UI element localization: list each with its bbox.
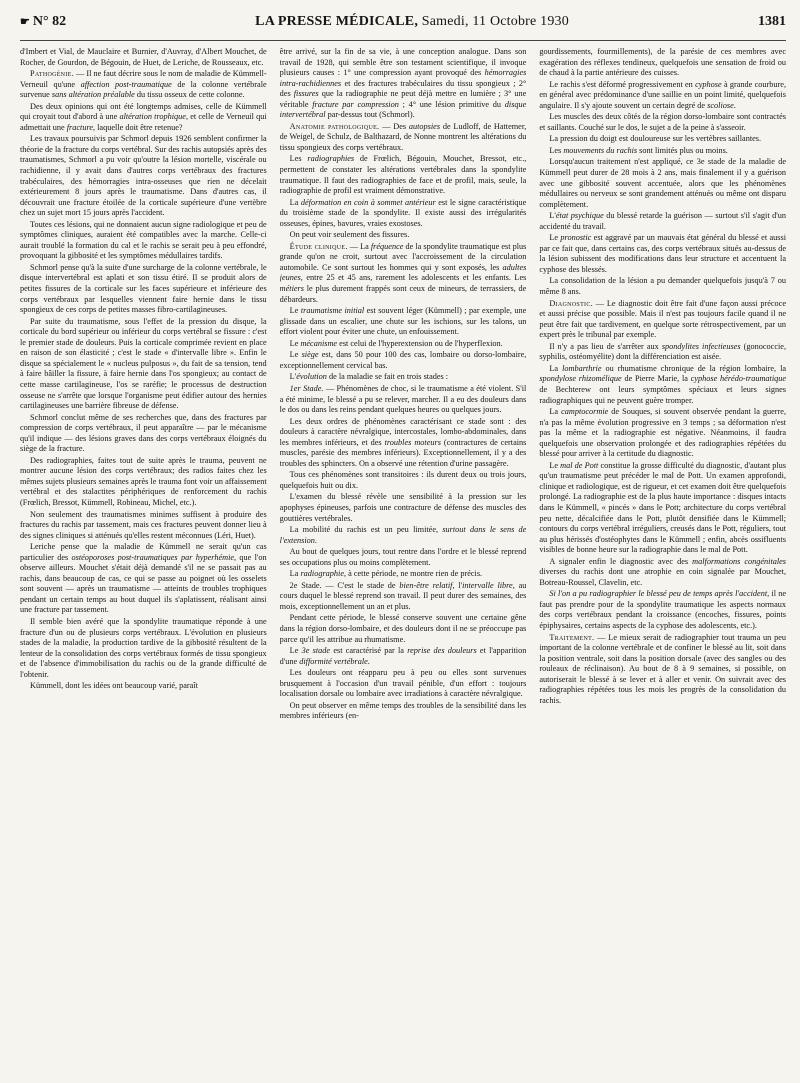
text: — Le mieux serait de radiographier tout trauma un peu important de la colonne vertébrale et de confiner le blessé au lit, soit dans la position ventrale, soit dans la position dorsale (avec des sangles ou des rouleaux de réclinaison). Au bout de 8 à 9 semaines, si possible, on autoriserait le blessé à se lever et à aller et venir. On suivrait avec des radiographies répétées tous les mois les progrès de la consolidation du rachis. — [539, 632, 786, 705]
paragraph — [539, 557, 786, 589]
emphasis: mal de Pott — [560, 460, 599, 470]
text: de Bechterew ont leurs symptômes spéciaux et leurs signes radiographiques qui ne peuvent guère tromper. — [539, 384, 786, 405]
journal-title — [255, 14, 569, 30]
text: de Pierre Marie, la — [621, 374, 691, 384]
text: de Ludloff, de Hattemer, de Weigel, de Schulz, de Balthazard, de Nonne montrent les altérations du tissu spongieux des corps vertébraux. — [279, 121, 527, 152]
section-diagnostic — [539, 299, 786, 341]
emphasis: intervalle libre — [462, 580, 513, 590]
article-columns — [20, 47, 786, 1083]
text: est souvent léger (Kümmell) ; par exemple, une glissade dans un escalier, une chute sur les ischions, sur les talons, un effort violent pour éviter une chute, un enfouissement. — [279, 306, 527, 337]
text: — Des — [379, 121, 409, 131]
text: Leriche pense que la maladie de Kümmell ne serait qu'un cas particulier des — [20, 542, 267, 562]
section-heading: Traitement. — [549, 632, 595, 642]
paragraph — [539, 233, 786, 275]
paragraph — [539, 407, 786, 460]
text: . — [733, 100, 736, 110]
text: (contractures de certains muscles, parésie des membres inférieurs). Exceptionnellement, il y a des troubles des sphincters. On a observé une rétention d'urine passagère. — [279, 437, 527, 468]
text: La — [549, 407, 562, 417]
paragraph: Toutes ces lésions, qui ne donnaient aucun signe radiologique et peu de symptômes cliniques, auraient été compatibles avec la marche. Celle-ci aurait troublé la formation du cal et le rachis se serait peu à peu effondré, provoquant la gibbosité et les symptômes médullaires tardifs. — [20, 219, 267, 261]
paragraph: gourdissements, fourmillements), de la parésie de ces membres avec exagération des réflexes tendineux, quelquefois une sensation de froid ou de chaud à la partie antérieure des cuisses. — [539, 47, 786, 78]
paragraph: Par suite du traumatisme, sous l'effet de la pression du disque, la corticale du bord supérieur ou inférieur du corps vertébral se fissure : c'est le premier stade de douleurs. Puis la corticale comprimée revient en place en raison de son élasticité ; c'est le stade « d'intervalle libre ». Enfin le disque sa spécialement le « nucleus pulposus », du fait de sa tension, tend à faire bâiller la fissure, à faire hernie dans l'os spongieux; au contact de cette masse cartilagineuse, l'os se raréfie; le processus de destruction osseuse ne s'arrête que lorsque l'organisme peut édifier autour des hernies cartilagineuses une barrière fibreuse de défense. — [20, 316, 267, 411]
paragraph — [539, 211, 786, 232]
paragraph — [280, 339, 527, 350]
text: , il ne faut pas prendre pour de la spondylite traumatique les aspects normaux des corps vertébraux pendant la croissance (encoches, fissures, points épiphysaires, certains aspects de la cyphose des adolescents, etc.). — [539, 589, 786, 630]
emphasis: altération trophique — [119, 112, 186, 122]
text: par-dessus tout (Schmorl). — [325, 110, 415, 120]
emphasis: pronostic — [560, 233, 592, 243]
emphasis: autopsies — [408, 121, 441, 131]
emphasis: fréquence — [370, 241, 404, 251]
section-etude-clinique — [280, 242, 527, 305]
emphasis: affection post-traumatique — [80, 79, 172, 89]
text: Le — [289, 338, 301, 348]
paragraph — [539, 342, 786, 363]
text: être arrivé, sur la fin de sa vie, à une conception analogue. Dans son travail de 1928, qui semble être son testament scientifique, il invoque plusieurs causes : 1° une compression ayant provoqué des — [279, 47, 527, 78]
paragraph: Non seulement des traumatismes minimes suffisent à produire des fractures du rachis par tassement, mais ces fractures peuvent donner lieu à des signes cliniques si atténués qu'elles restent méconnues (Léri, Huet). — [20, 509, 267, 540]
text: , à cette période, ne montre rien de précis. — [343, 569, 483, 579]
text: A signaler enfin le diagnostic avec des — [549, 556, 693, 566]
text: , l' — [452, 580, 463, 590]
paragraph — [280, 525, 527, 546]
text: à grande courbure, en général avec prédominance d'une saillie en un point limité, quelquefois angulaire. Il s'y ajoute souvent un certain degré de — [539, 79, 786, 110]
paragraph — [539, 461, 786, 556]
text: est aggravé par un mauvais état général du blessé et aussi par ce fait que, dans certains cas, des corps vertébraux situés au-dessus de la lésion subissent des modifications dans leur structure et accentuent la cyphose des blessés. — [539, 233, 786, 274]
paragraph: La pression du doigt est douloureuse sur les vertèbres saillantes. — [549, 134, 762, 144]
text: Le — [549, 460, 561, 470]
page-number: 1381 — [758, 14, 786, 29]
issue-number — [20, 14, 66, 30]
emphasis: déformation en coin à sommet antérieur — [300, 197, 436, 207]
text: Des deux opinions qui ont été longtemps admises, celle de Kümmell qui croyait tout d'abord à une — [20, 101, 267, 122]
text: . — [314, 535, 317, 545]
text: est, dans 50 pour 100 des cas, lombaire ou dorso-lombaire, exceptionnellement cervical bas. — [279, 350, 527, 370]
emphasis: camptocormie — [561, 407, 609, 417]
emphasis: adultes jeunes — [279, 262, 527, 283]
paragraph — [280, 198, 527, 230]
emphasis: radiographies — [307, 154, 355, 164]
text: Les deux ordres de phénomènes caractérisant ce stade sont : des douleurs à caractère névralgique, intercostales, lombo-abdominales, dans les membres inférieurs, et des — [279, 416, 527, 447]
emphasis: spondylose rhizomélique — [539, 374, 622, 384]
paragraph: Au bout de quelques jours, tout rentre dans l'ordre et le blessé reprend ses occupations plus ou moins complètement. — [279, 547, 527, 567]
text: ou rhumatisme chronique de la région lombaire, la — [601, 363, 786, 373]
text: Le — [289, 306, 301, 316]
emphasis: métiers — [279, 284, 304, 294]
text: ; 4° une lésion primitive du — [398, 99, 505, 109]
text: — Le diagnostic doit être fait d'une façon aussi précoce et aussi précise que possible. Mais il n'est pas toujours facile quand il ne peut être fait que tardivement, en quelque sorte rétrospectivement, par un expert près le tribunal par exemple. — [539, 298, 786, 340]
paragraph: Il semble bien avéré que la spondylite traumatique réponde à une fracture d'un ou de plusieurs corps vertébraux. L'évolution en plusieurs stades de la maladie, la production tardive de la gibbosité résultent de la lenteur de la consolidation des corps vertébraux formés de tissu spongieux et de l'absence d'immobilisation du rachis ou de la grande difficulté de l'obtenir. — [20, 616, 267, 679]
paragraph: La consolidation de la lésion a pu demander quelquefois jusqu'à 7 ou même 8 ans. — [539, 276, 786, 297]
paragraph — [280, 581, 527, 613]
column-1 — [20, 47, 267, 1083]
text: Le — [289, 646, 302, 656]
text: . — [367, 656, 370, 666]
emphasis: sans altération préalable — [51, 90, 135, 100]
paragraph — [280, 569, 527, 580]
text: La — [549, 363, 563, 373]
emphasis: ostéoporoses post-traumatiques par hyperhémie — [71, 552, 235, 562]
emphasis: difformité vertébrale — [299, 656, 368, 666]
emphasis: mécanisme — [300, 338, 338, 348]
text: de Souques, si souvent observée pendant la guerre, n'a pas la même évolution progressive en 3 temps ; sa déformation n'est pas la même et la radiographie est négative. Néanmoins, il faudra quelquefois une observation prolongée et des radiographies répétées du blessé pour arriver à la certitude du diagnostic. — [539, 407, 786, 459]
section-anatomie — [280, 122, 527, 154]
emphasis: cyphose hérédo-traumatique — [690, 374, 786, 384]
emphasis: malformations congénitales — [692, 556, 786, 566]
text: le plus durement frappés sont ceux de mineurs, de terrassiers, de débardeurs. — [279, 284, 527, 304]
text: de la colonne vertébrale survenue — [20, 79, 267, 100]
text: et des fractures trabéculaires du tissu spongieux ; 2° des — [279, 78, 527, 99]
emphasis: disque intervertébral — [279, 99, 527, 120]
text: (gonococcie, syphilis, ostéomyélite) dont la différenciation est aisée. — [539, 341, 786, 362]
text: La — [289, 197, 301, 207]
text: Il n'y a pas lieu de s'arrêter aux — [549, 341, 662, 351]
paragraph — [539, 589, 786, 631]
page-header — [20, 14, 786, 41]
text: , que l'on observe ailleurs. Mouchet s'était déjà demandé s'il ne se passait pas au rachis, dans beaucoup de cas, ce qui se passe au poignet où les osselets sont souvent — après un traumatisme — atteints de troubles trophiques pendant un certain temps au bout duquel ils s'aplatissent, réalisant ainsi une fracture par tassement. — [20, 552, 267, 615]
paragraph: L'examen du blessé révèle une sensibilité à la pression sur les apophyses épineuses, parfois une contracture de défense des muscles des gouttières vertébrales. — [279, 492, 527, 523]
issue-text: N° 82 — [32, 14, 67, 29]
emphasis: siège — [301, 350, 319, 360]
emphasis: 3e stade — [301, 646, 331, 656]
emphasis: fracture — [66, 122, 94, 132]
paragraph — [20, 542, 267, 616]
column-2 — [280, 47, 527, 1083]
text: La mobilité du rachis est un peu limitée, — [289, 525, 443, 535]
paragraph — [539, 146, 786, 157]
paragraph: On peut voir seulement des fissures. — [289, 230, 410, 240]
text: L' — [289, 372, 297, 382]
text: sont limités plus ou moins. — [637, 145, 728, 155]
emphasis: mouvements du rachis — [563, 145, 638, 155]
paragraph — [539, 80, 786, 112]
section-heading: Pathogénie. — [30, 69, 74, 79]
emphasis: lombarthrie — [562, 363, 602, 373]
paragraph: Kümmell, dont les idées ont beaucoup varié, paraît — [30, 681, 198, 691]
section-heading: Diagnostic. — [549, 298, 593, 308]
text: , entre 25 et 45 ans, rarement les adolescents et les enfants. Les — [300, 273, 527, 283]
paragraph — [280, 47, 527, 121]
paragraph: On peut observer en même temps des troubles de la sensibilité dans les membres inférieurs (en- — [279, 700, 527, 721]
text: de Frœlich, Bégouin, Mouchet, Bressot, etc., permettent de constater les altérations vertébrales dans la spondylite traumatique. Il faut des radiographies de face et de profil, mais, seule, la radiographie de profil est vraiment démonstrative. — [279, 154, 527, 196]
text: Les — [549, 145, 564, 155]
text: Le — [289, 350, 302, 360]
paragraph: Tous ces phénomènes sont transitoires : ils durent deux ou trois jours, quelquefois huit ou dix. — [279, 470, 527, 490]
paragraph: Schmorl conclut même de ses recherches que, dans des fractures par compression de corps vertébraux, il peut apparaître — par le mécanisme qu'il indique — des lésions graves dans des corps vertébraux éloignés du siège de la fracture. — [20, 412, 267, 454]
paragraph — [280, 646, 527, 667]
text: L' — [549, 211, 556, 221]
emphasis: état psychique — [555, 211, 604, 221]
text: est celui de l'hyperextension ou de l'hyperflexion. — [337, 338, 503, 348]
emphasis: hémorragies intra-rachidiennes — [279, 68, 527, 88]
section-heading: Étude clinique. — [289, 241, 348, 251]
paragraph: Les douleurs ont réapparu peu à peu ou elles sont survenues brusquement à l'occasion d'un travail pénible, d'un effort : toujours localisation dorsale ou lombaire avec irradiations à caractère névralgique. — [279, 668, 527, 699]
paragraph — [280, 372, 527, 383]
text: de la maladie se fait en trois stades : — [326, 372, 449, 382]
emphasis: cyphose — [695, 79, 722, 89]
emphasis: évolution — [296, 372, 327, 382]
paragraph — [280, 384, 527, 416]
journal-name: LA PRESSE MÉDICALE, — [255, 14, 419, 29]
text: — Il ne faut décrire sous le nom de maladie de Kümmell- Verneuil qu'une — [20, 69, 267, 89]
emphasis: bien-être relatif — [399, 580, 453, 590]
text: du tissu osseux de cette colonne. — [134, 90, 245, 100]
text: de la spondylite traumatique est plus grande qu'on ne croit, surtout avec l'accroissement de la circulation automobile. Ce sont surtout les hommes qui y sont exposés, les — [279, 241, 527, 272]
emphasis: fissures — [293, 89, 319, 99]
text: Le — [549, 233, 561, 243]
text: constitue la grosse difficulté du diagnostic, d'autant plus qu'un traumatisme peut précéder le mal de Pott. Un examen approfondi, clinique et radiologique, est de rigueur, et cet examen doit être quelquefois prolongé. La radiographie est de la plus haute importance : disques intacts dans le Kümmell, « pincés » dans le Pott; architecture du corps vertébral peu nette, décalcifiée dans le Pott, plutôt densifiée dans le Kümmell; contours du corps vertébral irréguliers, creusés dans le Pott, réguliers, tout au plus hérissés d'ostéophytes dans le Kümmell ; enfin, abcès ossifluents visibles de bonne heure sur la radiographie dans le mal de Pott. — [539, 460, 786, 555]
section-pathogenie — [20, 69, 267, 101]
paragraph — [280, 306, 527, 338]
text: du blessé retarde la guérison — surtout s'il s'agit d'un accidenté du travail. — [539, 211, 786, 231]
emphasis: troubles moteurs — [384, 437, 441, 447]
paragraph — [539, 364, 786, 406]
emphasis: scoliose — [707, 100, 734, 110]
paragraph: Des radiographies, faites tout de suite après le trauma, peuvent ne montrer aucune lésion des corps vertébraux; des radios faites chez les mêmes sujets plusieurs semaines après le trauma font voir un affaissement vertébral et des stalactites périphériques de renforcement du rachis (Frœlich, Bressot, Kümmell, Robineau, Michel, etc.). — [20, 455, 267, 507]
text: — Phénomènes de choc, si le traumatisme a été violent. S'il a été minime, le blessé a pu se relever, marcher. Il a eu des douleurs dans le dos ou dans les reins pendant quelques heures ou quelques jours. — [279, 383, 527, 415]
emphasis: 1er Stade. — [289, 383, 324, 393]
paragraph — [280, 417, 527, 470]
paragraph — [20, 102, 267, 134]
paragraph: d'Imbert et Vial, de Mauclaire et Burnier, d'Auvray, d'Albert Mouchet, de Rocher, de Gourdon, de Bégouin, de Huet, de Leriche, de Rousseaux, etc. — [20, 47, 267, 67]
text: et l'apparition d'une — [279, 646, 527, 666]
text: est caractérisé par la — [330, 646, 408, 656]
text: diverses du rachis dont une atrophie en coin signalée par Mouchet, Botreau-Roussel, Clavelin, etc. — [539, 567, 786, 587]
emphasis: reprise des douleurs — [407, 646, 477, 656]
column-3 — [539, 47, 786, 1083]
text: , au cours duquel le blessé reprend son travail. Il peut durer des semaines, des mois, exceptionnellement un an et plus. — [279, 580, 527, 611]
emphasis: radiographie — [300, 569, 344, 579]
text: Les — [289, 154, 308, 164]
emphasis: fracture par compression — [312, 99, 399, 109]
text: — La — [347, 241, 371, 251]
paragraph: Les travaux poursuivis par Schmorl depuis 1926 semblent confirmer la théorie de la fracture du corps vertébral. Sur des rachis autopsiés après des traumatismes, Schmorl a pu voir qu'outre la lésion mortelle, viscérale ou rachidienne, il y avait dans d'autres corps vertébraux des fractures trabéculaires, des hémorragies intra-osseuses que rien ne décelait extérieurement 8 jours après le traumatisme. Dans d'autres cas, il découvrait une fracture étoilée de la corticale supérieure d'une vertèbre chez un sujet mort 15 jours après l'accident. — [20, 134, 267, 218]
text: Le rachis s'est déformé progressivement en — [549, 79, 696, 89]
section-traitement — [539, 633, 786, 707]
emphasis: Si l'on a pu radiographier le blessé peu de temps après l'accident — [549, 589, 768, 599]
paragraph — [280, 154, 527, 196]
text: , laquelle doit être retenue? — [93, 122, 183, 132]
text: 2e Stade. — C'est le stade de — [289, 580, 400, 590]
emphasis: spondylites infectieuses — [661, 341, 741, 351]
emphasis: surtout dans le sens de l'extension — [279, 525, 527, 545]
paragraph: Les muscles des deux côtés de la région dorso-lombaire sont contractés et saillants. Couché sur le dos, le sujet a de la peine à s'asseoir. — [539, 112, 786, 132]
paragraph: Lorsqu'aucun traitement n'est appliqué, ce 3e stade de la maladie de Kümmell peut durer de 28 mois à 2 ans, mais finalement il y a guérison avec une gibbosité souvent accentuée, alors que les phénomènes médullaires ou nerveux se sont grandement atténués ou même ont disparu complètement. — [539, 157, 786, 209]
text: est le signe caractéristique du troisième stade de la spondylite. Il existe aussi des irrégularités osseuses, épines, bavures, vraies exostoses. — [279, 197, 527, 228]
paragraph: Pendant cette période, le blessé conserve souvent une certaine gêne dans la région dorso-lombaire, et des douleurs dont il ne se préoccupe pas parce qu'il les attribue au rhumatisme. — [279, 613, 527, 644]
text: , et celle de Verneuil qui admettait une — [20, 112, 267, 132]
paragraph: Schmorl pense qu'à la suite d'une surcharge de la colonne vertébrale, le disque intervertébral est aplati et son tissu étiré. Il se produit alors de petites fissures de la corticale sur les faces supérieure et inférieure des corps vertébraux par lesquelles viennent faire hernie dans le tissu spongieux de ces corps de petites masses fibro-cartilagineuses. — [20, 262, 267, 315]
section-heading: Anatomie pathologique. — [289, 121, 380, 131]
text: que la radiographie ne peut déjà mettre en lumière ; 3° une véritable — [279, 89, 527, 109]
paragraph — [280, 350, 527, 371]
hand-pointer-icon: ☛ — [20, 16, 30, 28]
issue-date: Samedi, 11 Octobre 1930 — [421, 14, 569, 29]
emphasis: traumatisme initial — [300, 306, 365, 316]
text: La — [289, 569, 301, 579]
